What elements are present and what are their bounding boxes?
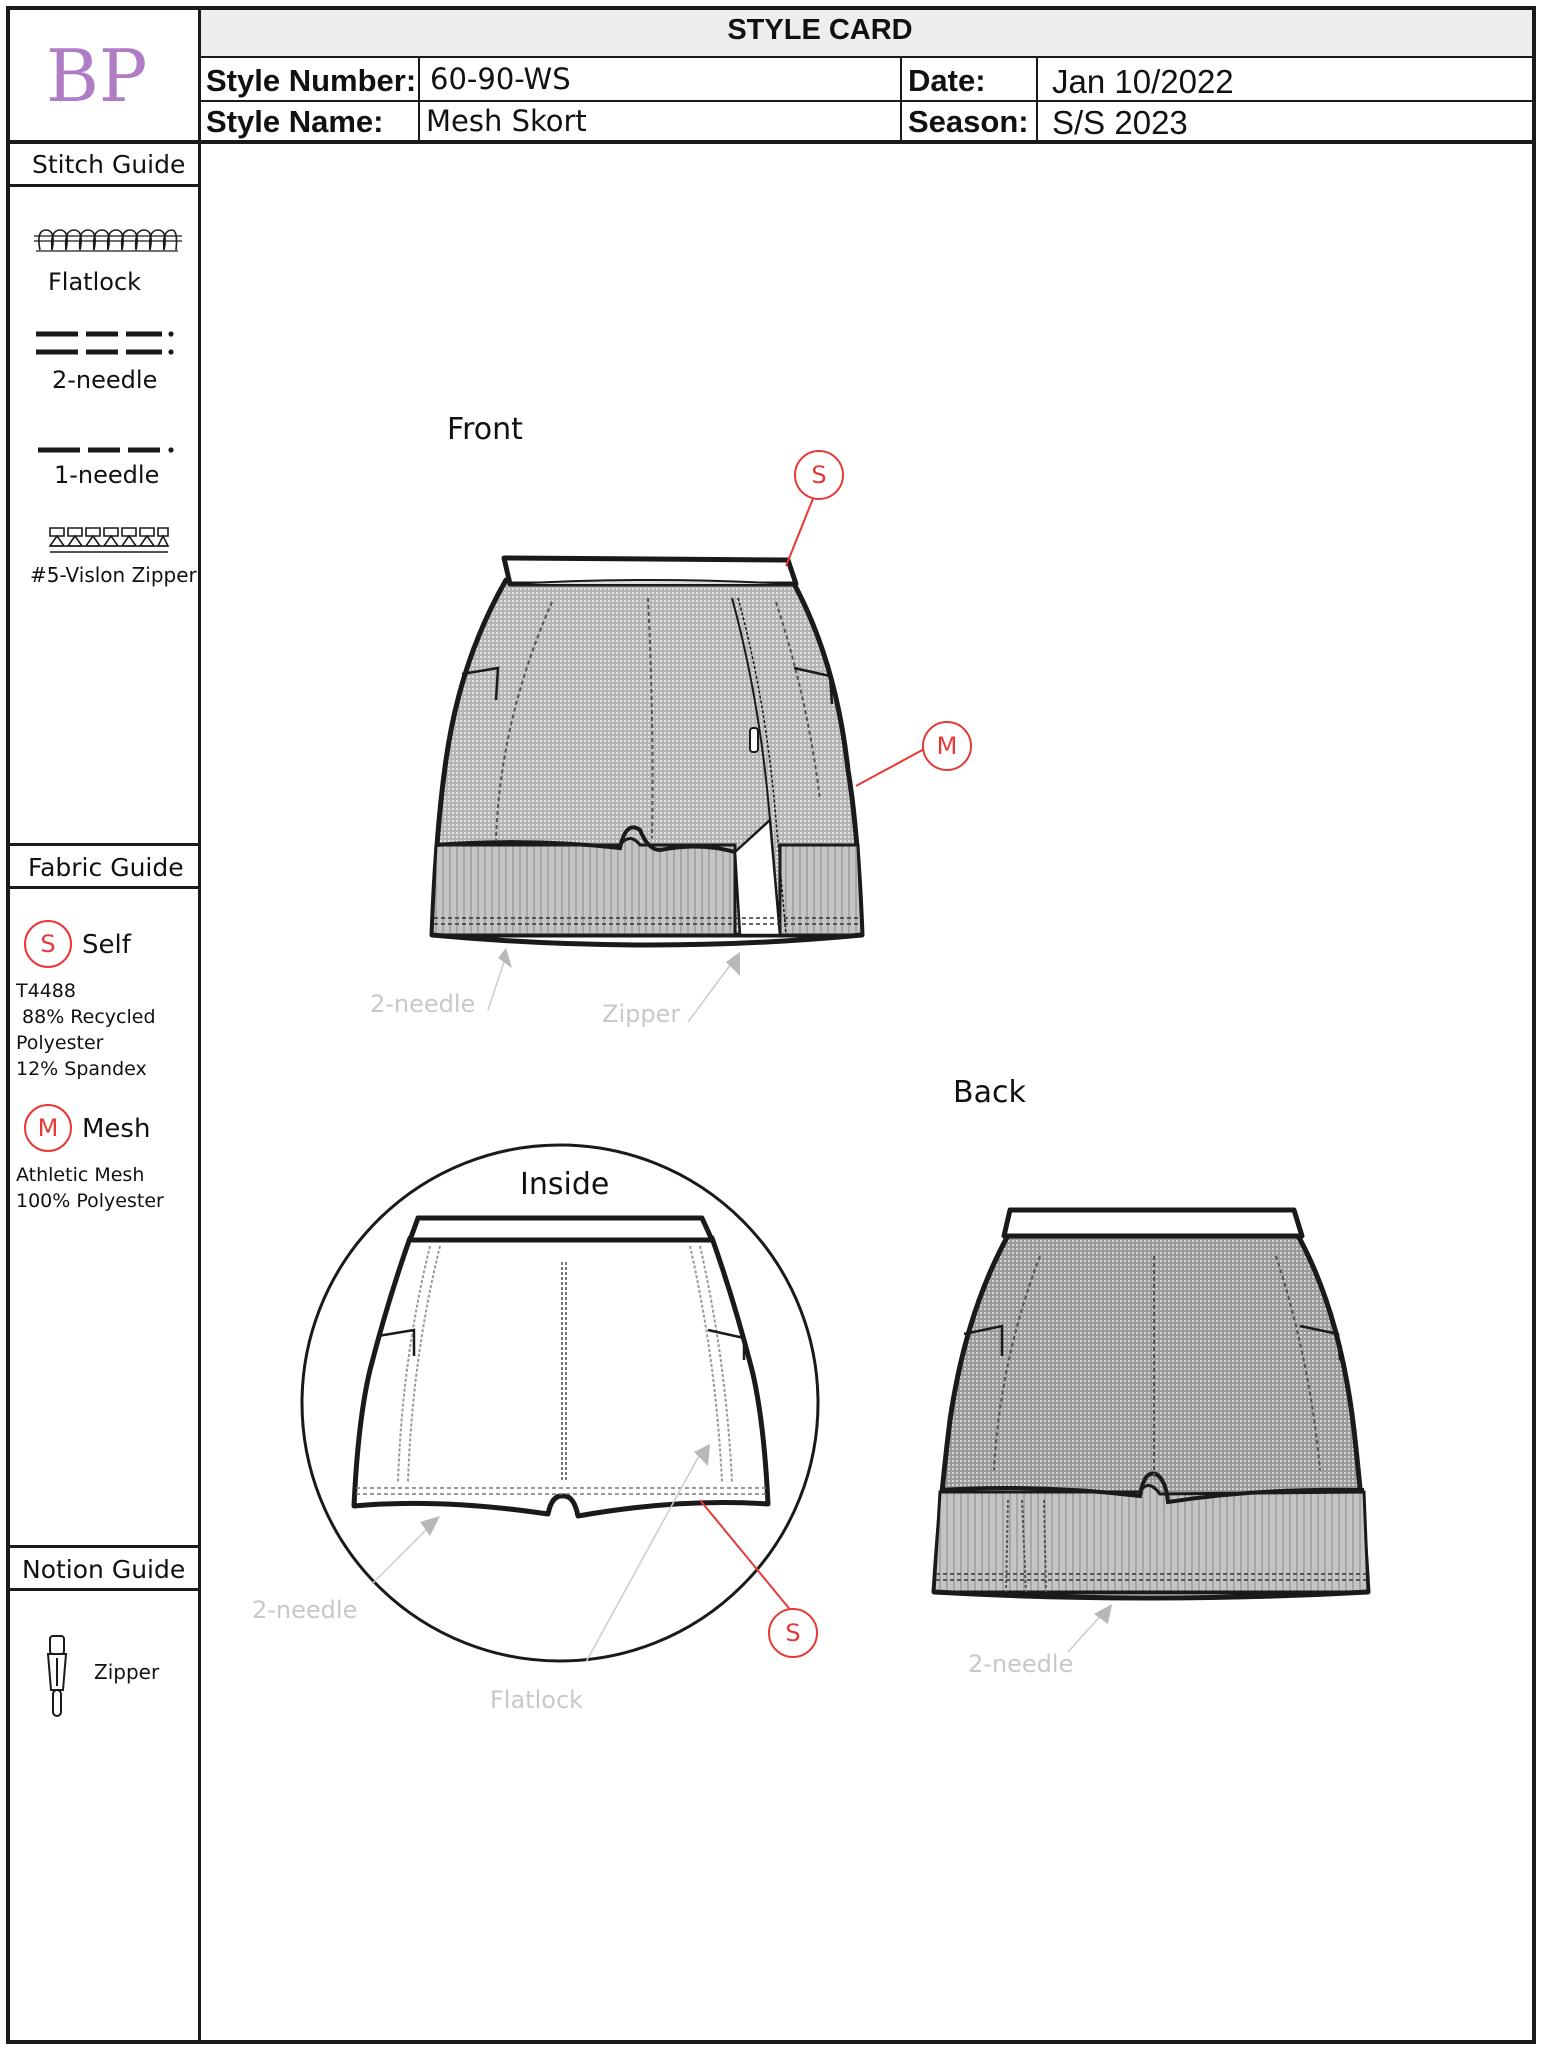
back-view-drawing [934,1210,1368,1598]
inside-flatlock-callout: Flatlock [490,1686,584,1714]
fabric-self-line-4: 12% Spandex [16,1058,147,1080]
back-hem-stitch-callout: 2-needle [968,1650,1074,1678]
inside-hem-stitch-callout: 2-needle [252,1596,358,1624]
inside-view-label: Inside [520,1167,610,1202]
season-label: Season: [908,104,1029,139]
stitch-label-zipper: #5-Vislon Zipper [30,563,197,587]
front-view-label: Front [447,412,523,447]
style-name-label: Style Name: [206,104,384,139]
style-name-value: Mesh Skort [426,104,587,138]
back-hem-band [934,1485,1368,1592]
date-value: Jan 10/2022 [1052,63,1234,100]
fabric-mesh-line-1: Athletic Mesh [16,1164,145,1186]
stitch-guide-title: Stitch Guide [32,150,186,179]
front-mesh-callout-badge: M [922,721,972,771]
fabric-self-line-2: 88% Recycled [16,1006,156,1028]
notion-guide-title: Notion Guide [22,1555,186,1584]
card-title: STYLE CARD [727,14,913,46]
front-view-drawing [432,558,862,945]
notion-label-zipper: Zipper [94,1660,160,1684]
back-view-label: Back [953,1075,1026,1110]
front-self-callout-badge: S [794,450,844,500]
stitch-label-1-needle: 1-needle [54,461,160,489]
stitch-label-flatlock: Flatlock [48,268,142,296]
style-number-value: 60-90-WS [430,62,571,96]
front-zipper-pull [750,728,758,752]
front-hem-stitch-callout: 2-needle [370,990,476,1018]
fabric-name-mesh: Mesh [82,1114,151,1144]
front-hem-band [432,839,735,936]
fabric-name-self: Self [82,930,131,960]
brand-logo: BP [46,34,148,118]
fabric-self-line-3: Polyester [16,1032,104,1054]
front-hem-band-right [780,845,862,935]
stitch-label-2-needle: 2-needle [52,366,158,394]
fabric-code-mesh-badge: M [24,1104,72,1152]
style-number-label: Style Number: [206,63,417,98]
inside-self-callout-badge: S [768,1608,818,1658]
front-zipper-callout: Zipper [602,1000,681,1028]
fabric-mesh-line-2: 100% Polyester [16,1190,164,1212]
fabric-self-line-1: T4488 [16,980,76,1002]
fabric-code-self-badge: S [24,920,72,968]
fabric-guide-title: Fabric Guide [28,853,184,882]
season-value: S/S 2023 [1052,104,1188,141]
inside-view-drawing [302,1145,818,1661]
back-waistband [1004,1210,1302,1236]
inside-waistband [410,1218,712,1240]
date-label: Date: [908,63,986,98]
